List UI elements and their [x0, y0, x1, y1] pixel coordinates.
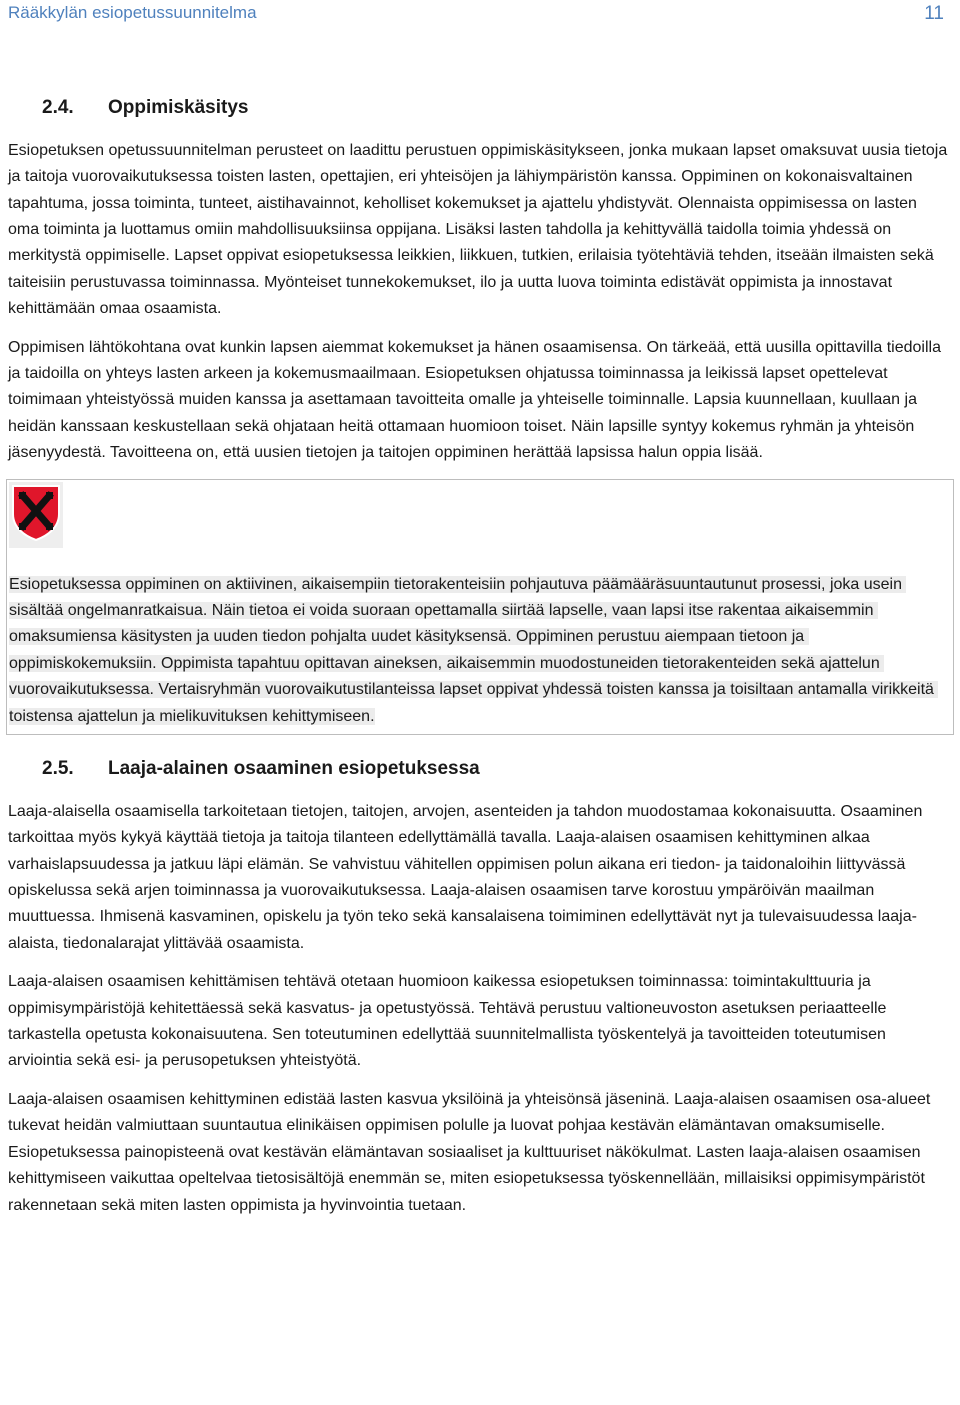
section-number: 2.4.: [42, 97, 74, 118]
page-number: 11: [924, 3, 944, 24]
section-heading-2-4: [8, 96, 952, 120]
paragraph: Oppimisen lähtökohtana ovat kunkin lapsen aiemmat kokemukset ja hänen osaamisensa. On tärkeää, että uusilla opittavilla tiedoilla ja taidoilla on yhteys lasten arkeen ja kokemusmaailmaan. Esiopetuksen ohjatussa toiminnassa ja leikissä lapset opettelevat toimimaan yhteistyössä muiden kanssa ja asettamaan tavoitteita omalle ja yhteiselle toiminnalle. Lapsia kuunnellaan, kuullaan ja heidän kanssaan keskustellaan sekä ohjataan heitä ottamaan huomioon toiset. Näin lapsille syntyy kokemus ryhmän ja yhteisön jäsenyydestä. Tavoitteena on, että uusien tietojen ja taitojen oppiminen herättää lapsissa halun oppia lisää.: [8, 338, 946, 462]
section-heading-2-5: [8, 757, 952, 781]
paragraph: Esiopetuksen opetussuunnitelman perusteet on laadittu perustuen oppimiskäsitykseen, jonka mukaan lapset omaksuvat uusia tietoja ja taitoja vuorovaikutuksessa toisten lasten, opettajien, eri yhteisöjen ja lähiympäristön kanssa. Oppiminen on kokonaisvaltainen tapahtuma, jossa toiminta, tunteet, aistihavainnot, keholliset kokemukset ja ajattelu yhdistyvät. Olennaista oppimisessa on lasten oma toiminta ja luottamus omiin mahdollisuuksiinsa oppijana. Lisäksi lasten tahdolla ja kehittyvällä taidolla toimia yhdessä on merkitystä oppimiselle. Lapset oppivat esiopetuksessa leikkien, liikkuen, tutkien, erilaisia työtehtäviä tehden, itseään ilmaisten sekä taiteisiin perustuvassa toiminnassa. Myönteiset tunnekokemukset, ilo ja uutta luova toiminta edistävät oppimista ja innostavat kehittämään omaa osaamista.: [8, 141, 952, 318]
boxed-paragraph: [9, 572, 951, 730]
section-number: 2.5.: [42, 758, 74, 780]
paragraph: Laaja-alaisen osaamisen kehittämisen tehtävä otetaan huomioon kaikessa esiopetuksen toiminnassa: toimintakulttuuria ja oppimisympäristöjä kehitettäessä sekä kasvatus- ja opetustyössä. Tehtävä perustuu valtioneuvoston asetuksen periaatteelle tarkastella opetusta kokonaisuutena. Sen toteutuminen edellyttää suunnitelmallista työskentelyä ja tavoitteiden toteutumisen arviointia sekä esi- ja perusopetuksen yhteistyötä.: [8, 973, 891, 1070]
coat-of-arms-icon: [9, 482, 63, 548]
highlighted-box: [6, 479, 954, 735]
paragraph: Laaja-alaisen osaamisen kehittyminen edistää lasten kasvua yksilöinä ja yhteisönsä jäseninä. Laaja-alaisen osaamisen osa-alueet tukevat heidän valmiuttaan suuntautua elinikäisen oppimisen polulle ja luovat pohjaa kestävän elämäntavan omaksumiselle. Esiopetuksessa painopisteenä ovat kestävän elämäntavan sosiaaliset ja kulttuuriset näkökulmat. Lasten laaja-alaisen osaamisen kehittymiseen vaikuttaa opeltelvaa tietosisältöjä enemmän se, miten esiopetuksessa työskennellään, millaisiksi oppimisympäristöt rakennetaan sekä miten lasten oppimista ja hyvinvointia tuetaan.: [8, 1090, 935, 1214]
document-title: Rääkkylän esiopetussuunnitelma: [8, 3, 257, 22]
highlighted-text: Esiopetuksessa oppiminen on aktiivinen, aikaisempiin tietorakenteisiin pohjautuva päämääräsuuntautunut prosessi, joka usein sisältää ongelmanratkaisua. Näin tietoa ei voida suoraan opettamalla siirtää lapselle, vaan lapsi itse rakentaa aikaisemmin omaksumiensa käsitysten ja uuden tiedon pohjalta uudet käsityksensä. Oppiminen perustuu aiempaan tietoon ja oppimiskokemuksiin. Oppimista tapahtuu opittavan aineksen, aikaisemmin muodostuneiden tietorakenteiden sekä ajattelun vuorovaikutuksessa. Vertaisryhmän vuorovaikutustilanteissa lapset oppivat yhdessä toisten kanssa ja toisiltaan antamalla virikkeitä toistensa ajattelun ja mielikuvituksen kehittymiseen.: [9, 575, 939, 725]
section-title: Laaja-alainen osaaminen esiopetuksessa: [108, 758, 480, 780]
section-title: Oppimiskäsitys: [108, 97, 249, 118]
paragraph: Laaja-alaisella osaamisella tarkoitetaan tietojen, taitojen, arvojen, asenteiden ja tahdon muodostamaa kokonaisuutta. Osaaminen tarkoittaa myös kykyä käyttää tietoja ja taitoja tilanteen edellyttämällä tavalla. Laaja-alaisen osaamisen kehittyminen alkaa varhaislapsuudessa ja jatkuu läpi elämän. Se vahvistuu vähitellen oppimisen polun aikana eri tiedon- ja taidonaloihin liittyvässä opiskelussa sekä arjen toiminnassa ja vuorovaikutuksessa. Laaja-alaisen osaamisen tarve korostuu ympäröivän maailman muuttuessa. Ihmisenä kasvaminen, opiskelu ja työn teko sekä kansalaisena toimiminen edellyttävät nyt ja tulevaisuudessa laaja-alaista, tiedonalarajat ylittävää osaamista.: [8, 802, 927, 952]
page-header: [8, 0, 952, 30]
page-content: [8, 96, 952, 1231]
